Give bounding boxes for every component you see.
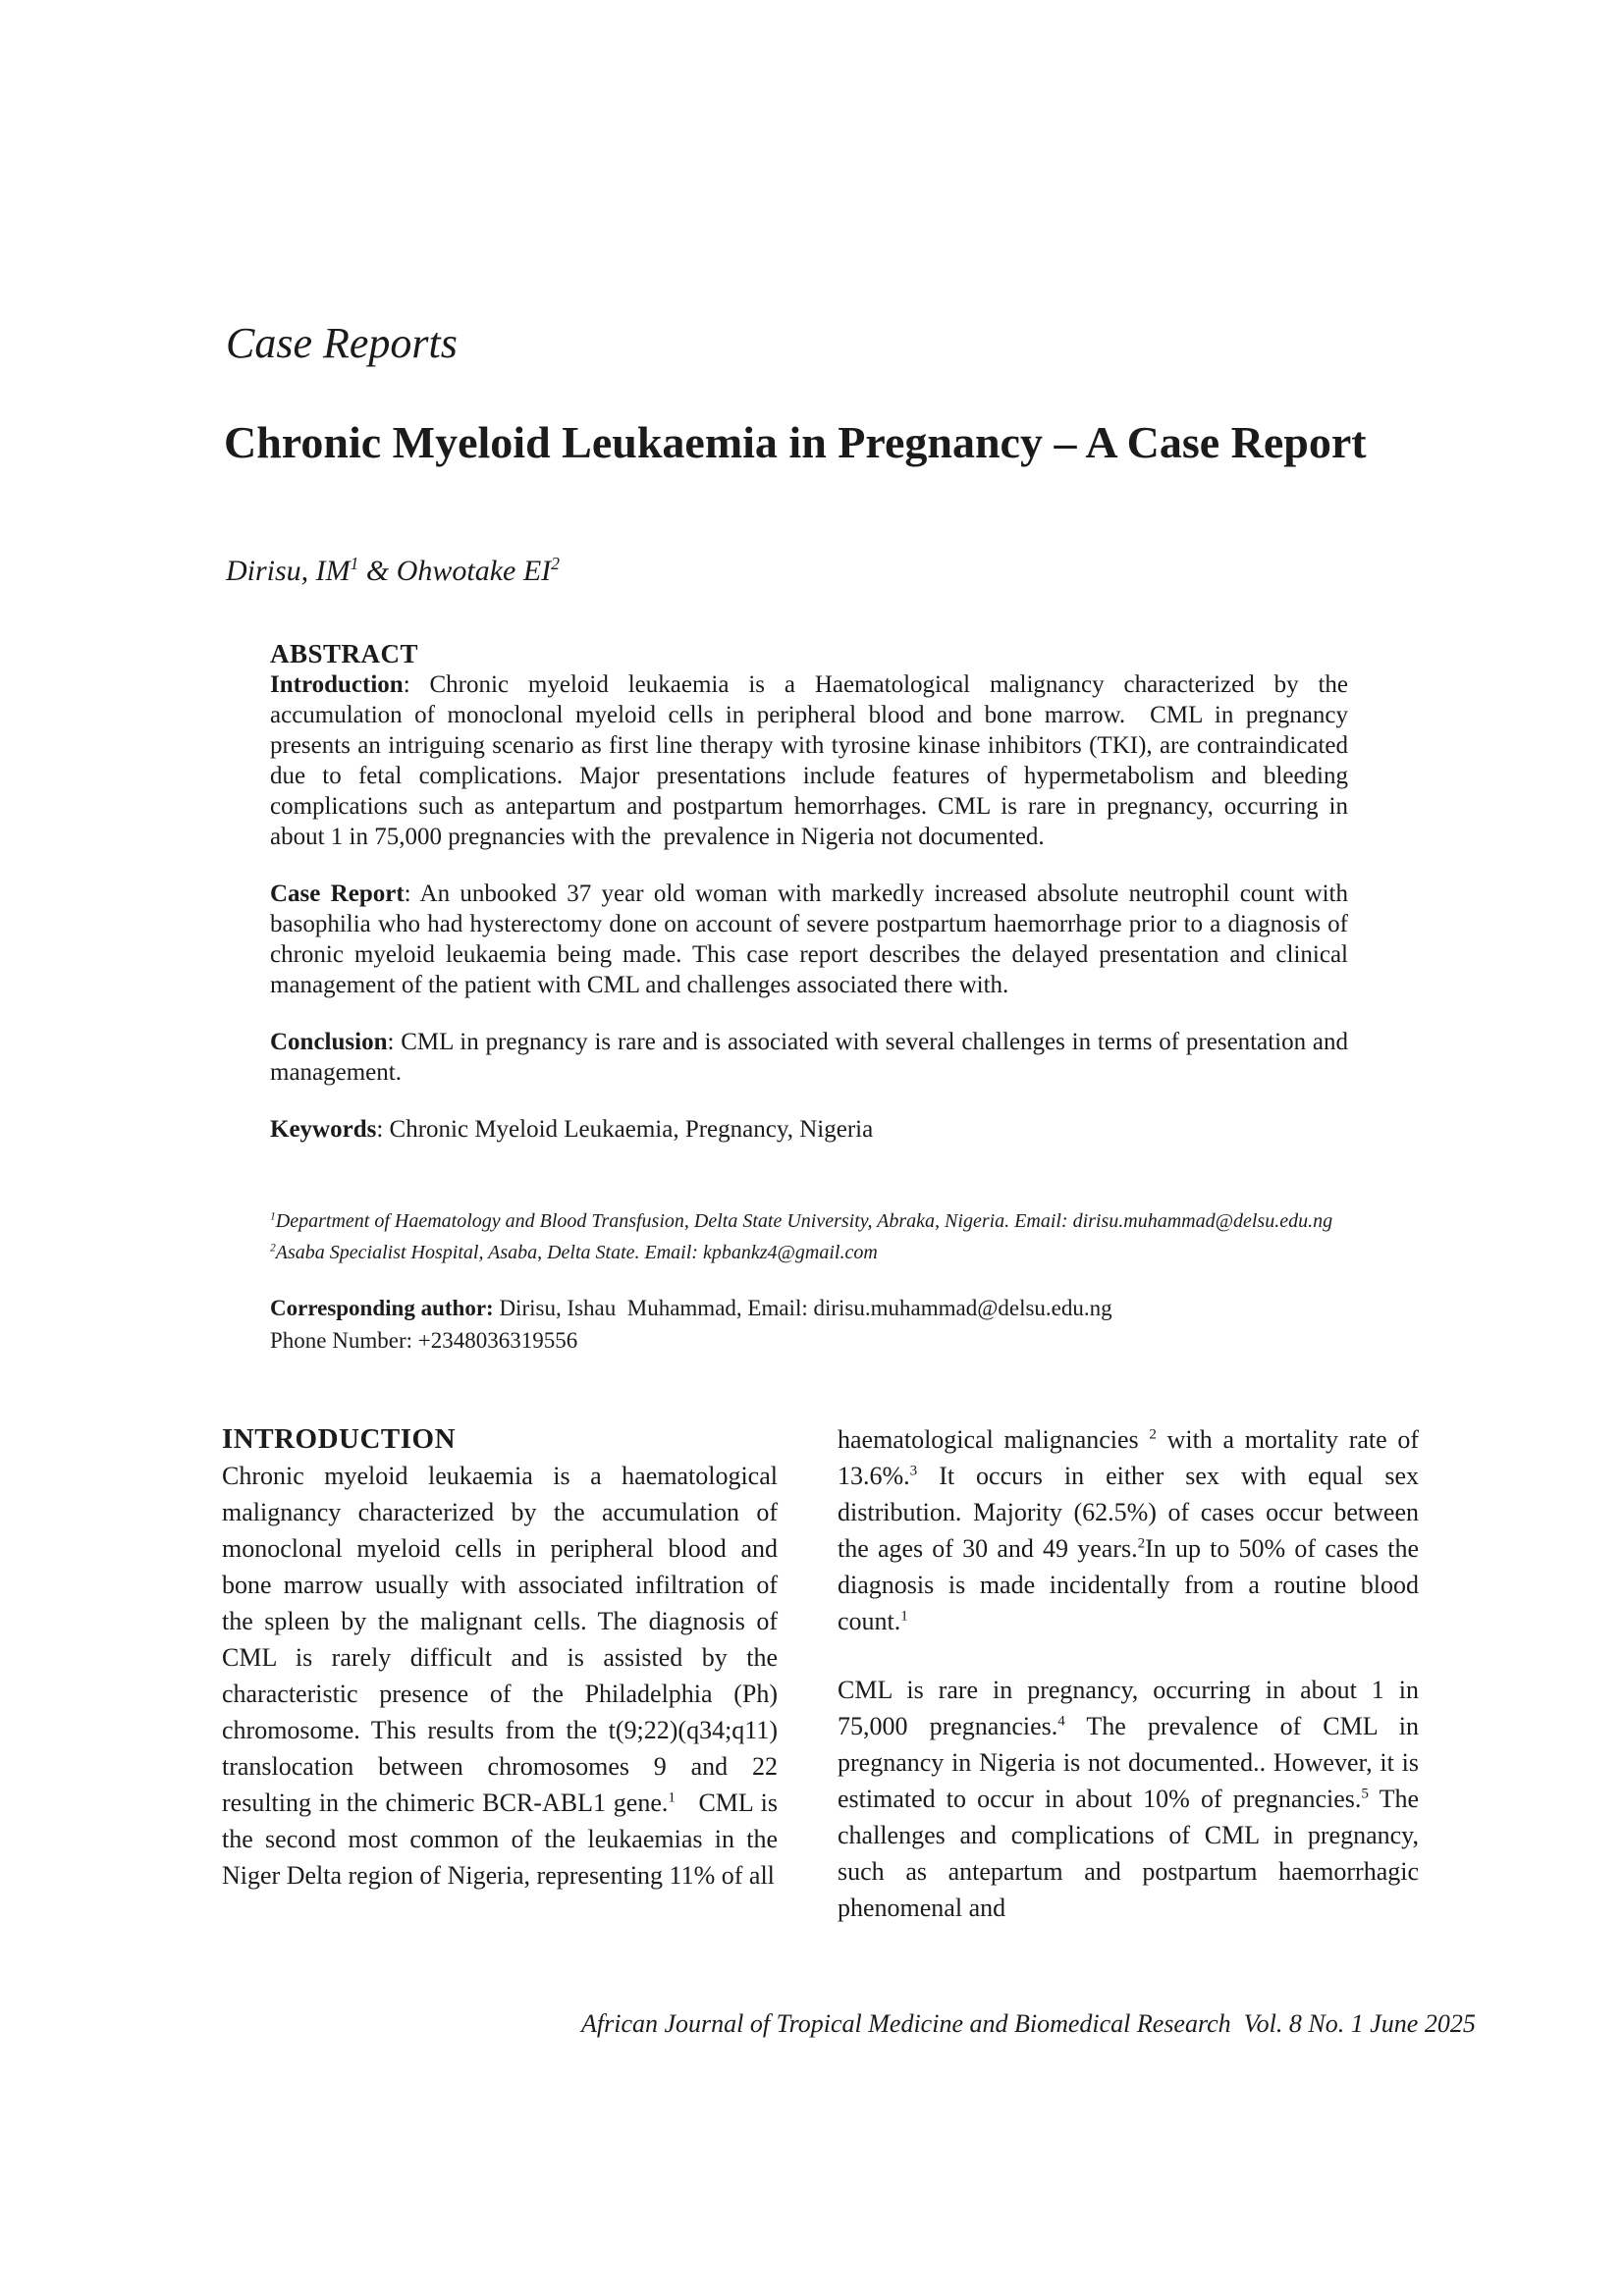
affiliation-1 xyxy=(270,1205,1350,1237)
introduction-paragraph-3 xyxy=(838,1672,1419,1926)
keywords-label: Keywords xyxy=(270,1116,377,1143)
authors-separator: & xyxy=(358,555,397,587)
citation-ref-6: 4 xyxy=(1057,1713,1065,1730)
affiliation-1-sup: 1 xyxy=(270,1209,276,1223)
citation-ref-7: 5 xyxy=(1361,1786,1369,1802)
abstract-introduction-paragraph xyxy=(270,669,1348,852)
introduction-column-right xyxy=(838,1421,1419,1926)
abstract-section xyxy=(270,639,1348,1145)
corresponding-author-text: Dirisu, Ishau Muhammad, Email: dirisu.muhammad@delsu.edu.ng xyxy=(493,1296,1112,1320)
intro-left-text-1: Chronic myeloid leukaemia is a haematological malignancy characterized by the accumulation of monoclonal myeloid cells in peripheral blood and bone marrow usually with associated infiltration of the spleen by the malignant cells. The diagnosis of CML is rarely difficult and is assisted by the characteristic presence of the Philadelphia (Ph) chromosome. This results from the t(9;22)(q34;q11) translocation between chromosomes 9 and 22 resulting in the chimeric BCR-ABL1 gene. xyxy=(222,1462,778,1817)
introduction-paragraph-2 xyxy=(838,1421,1419,1639)
abstract-conclusion-label: Conclusion xyxy=(270,1029,388,1055)
abstract-case-report-text: : An unbooked 37 year old woman with markedly increased absolute neutrophil count with basophilia who had hysterectomy done on account of severe postpartum haemorrhage prior to a diagnosis of chronic myeloid leukaemia being made. This case report describes the delayed presentation and clinical management of the patient with CML and challenges associated there with. xyxy=(270,881,1349,998)
intro-right-p2-text-1: CML is rare in pregnancy, occurring in about 1 in 75,000 pregnancies. xyxy=(838,1676,1419,1740)
affiliation-2-text: Asaba Specialist Hospital, Asaba, Delta State. Email: kpbankz4@gmail.com xyxy=(275,1242,878,1263)
corresponding-author-label: Corresponding author: xyxy=(270,1296,494,1320)
abstract-conclusion-paragraph xyxy=(270,1027,1348,1088)
affiliation-2 xyxy=(270,1237,1350,1268)
author-2: Ohwotake EI xyxy=(396,555,552,587)
authors-line xyxy=(226,554,560,589)
author-1-affiliation-sup: 1 xyxy=(350,554,359,573)
correspondence-block xyxy=(270,1292,1350,1357)
citation-ref-3: 3 xyxy=(909,1463,918,1479)
intro-right-p1-text-1: haematological malignancies xyxy=(838,1425,1150,1454)
introduction-heading: INTRODUCTION xyxy=(222,1423,457,1455)
author-1: Dirisu, IM xyxy=(226,555,351,587)
citation-ref-1: 1 xyxy=(668,1789,676,1806)
intro-right-p2-text-2: The prevalence of CML in pregnancy in Nigeria is not documented.. However, it is estimated to occur in about 10% of pregnancies. xyxy=(838,1712,1419,1813)
corresponding-author-line xyxy=(270,1292,1350,1324)
citation-ref-5: 1 xyxy=(900,1608,908,1625)
abstract-heading: ABSTRACT xyxy=(270,639,419,668)
journal-footer: African Journal of Tropical Medicine and Biomedical Research Vol. 8 No. 1 June 2025 xyxy=(581,2009,1476,2038)
abstract-conclusion-text: : CML in pregnancy is rare and is associated with several challenges in terms of presentation and management. xyxy=(270,1029,1348,1086)
citation-ref-2: 2 xyxy=(1149,1426,1157,1443)
affiliations xyxy=(270,1205,1350,1268)
article-title: Chronic Myeloid Leukaemia in Pregnancy – A Case Report xyxy=(224,417,1367,467)
intro-right-p1-text-2: with a mortality rate of 13.6%. xyxy=(838,1425,1419,1490)
section-label: Case Reports xyxy=(226,319,458,367)
abstract-introduction-label: Introduction xyxy=(270,671,404,698)
abstract-case-report-label: Case Report xyxy=(270,881,405,907)
intro-right-p2-text-3: The challenges and complications of CML in pregnancy, such as antepartum and postpartum haemorrhagic phenomenal and xyxy=(838,1785,1420,1922)
intro-right-p1-text-4: In up to 50% of cases the diagnosis is made incidentally from a routine blood count. xyxy=(838,1534,1419,1635)
abstract-case-report-paragraph xyxy=(270,879,1348,1000)
intro-right-p1-text-3: It occurs in either sex with equal sex distribution. Majority (62.5%) of cases occur between the ages of 30 and 49 years. xyxy=(838,1462,1419,1563)
affiliation-2-sup: 2 xyxy=(270,1241,276,1255)
author-2-affiliation-sup: 2 xyxy=(551,554,560,573)
intro-left-text-2: CML is the second most common of the leukaemias in the Niger Delta region of Nigeria, representing 11% of all xyxy=(222,1789,779,1890)
abstract-keywords-paragraph xyxy=(270,1114,1348,1145)
introduction-column-left xyxy=(222,1421,778,1894)
keywords-text: : Chronic Myeloid Leukaemia, Pregnancy, Nigeria xyxy=(376,1116,874,1143)
citation-ref-4: 2 xyxy=(1137,1535,1146,1552)
affiliation-1-text: Department of Haematology and Blood Transfusion, Delta State University, Abraka, Nigeria. Email: dirisu.muhammad@delsu.edu.ng xyxy=(275,1210,1333,1232)
introduction-paragraph-1 xyxy=(222,1458,778,1894)
abstract-introduction-text: : Chronic myeloid leukaemia is a Haematological malignancy characterized by the accumulation of monoclonal myeloid cells in peripheral blood and bone marrow. CML in pregnancy presents an intriguing scenario as first line therapy with tyrosine kinase inhibitors (TKI), are contraindicated due to fetal complications. Major presentations include features of hypermetabolism and bleeding complications such as antepartum and postpartum hemorrhages. CML is rare in pregnancy, occurring in about 1 in 75,000 pregnancies with the prevalence in Nigeria not documented. xyxy=(270,671,1348,850)
phone-number-line: Phone Number: +2348036319556 xyxy=(270,1328,578,1353)
